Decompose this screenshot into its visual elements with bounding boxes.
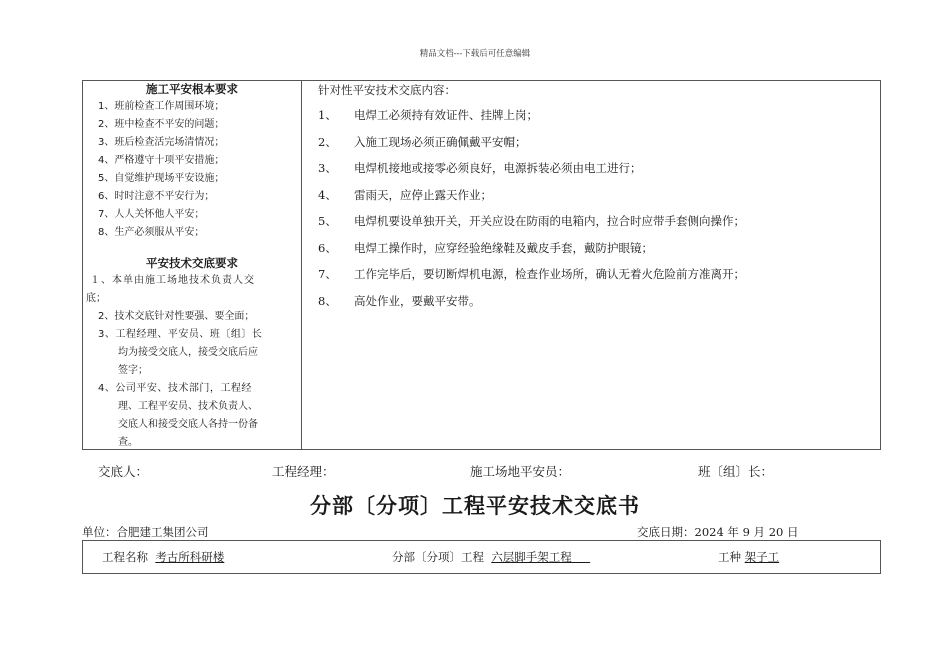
- basic-item: 1、班前检查工作周围环境；: [98, 101, 225, 112]
- tech-requirements-title: 平安技术交底要求: [146, 256, 238, 270]
- content-item: 1、 电焊工必须持有效证件、挂牌上岗；: [318, 108, 538, 122]
- disclosure-date: 交底日期：2024 年 9 月 20 日: [637, 525, 799, 539]
- tech-item-line: 查。: [118, 437, 138, 448]
- tech-item-line: 底；: [86, 293, 106, 304]
- discloser-label: 交底人：: [98, 464, 149, 479]
- trade-field: [718, 549, 779, 565]
- content-item: 7、 工作完毕后，要切断焊机电源，检查作业场所，确认无着火危险前方准离开；: [318, 267, 745, 281]
- basic-item: 5、自觉维护现场平安设施；: [98, 173, 225, 184]
- basic-item: 6、时时注意不平安行为；: [98, 191, 215, 202]
- project-name-label: 工程名称: [102, 550, 148, 564]
- content-item: 8、 高处作业，要戴平安带。: [318, 293, 481, 308]
- tech-item-line: 交底人和接受交底人各持一份备: [118, 419, 258, 430]
- header-note: 精品文档---下载后可任意编辑: [419, 49, 531, 59]
- unit-text: 单位：合肥建工集团公司: [82, 525, 209, 539]
- content-item: 3、 电焊机接地或接零必须良好，电源拆装必须由电工进行；: [318, 161, 642, 175]
- document-title: 分部〔分项〕工程平安技术交底书: [310, 494, 640, 518]
- tech-item-line: １、本单由施工场地技术负责人交: [90, 275, 255, 286]
- project-name-field: [102, 549, 224, 565]
- basic-item: 8、生产必须服从平安；: [98, 227, 205, 238]
- tech-item-line: 签字；: [118, 365, 148, 376]
- content-item: 5、 电焊机要设单独开关，开关应设在防雨的电箱内，拉合时应带手套侧向操作；: [318, 214, 745, 228]
- tech-item-line: 理、工程平安员、技术负责人、: [118, 401, 258, 412]
- project-name-value: 考古所科研楼: [155, 550, 225, 564]
- safety-officer-label: 施工场地平安员：: [470, 464, 571, 479]
- requirements-column: [84, 80, 300, 452]
- table-divider: [301, 80, 302, 450]
- basic-item: 7、人人关怀他人平安；: [98, 209, 205, 220]
- basic-requirements-title: 施工平安根本要求: [146, 82, 238, 96]
- sub-project-field: [392, 549, 590, 565]
- disclosure-content: [318, 80, 878, 314]
- basic-item: 4、严格遵守十项平安措施；: [98, 155, 225, 166]
- tech-item-line: 3、工程经理、平安员、班〔组〕长: [98, 329, 263, 340]
- tech-item-line: 4、公司平安、技术部门，工程经: [98, 383, 252, 394]
- trade-label: 工种: [718, 550, 741, 564]
- tech-item-line: 2、技术交底针对性要强、要全面；: [98, 311, 255, 322]
- signature-row: [0, 462, 950, 482]
- content-heading: 针对性平安技术交底内容：: [318, 83, 456, 97]
- content-item: 2、 入施工现场必须正确佩戴平安帽；: [318, 134, 527, 149]
- tech-item-line: 均为接受交底人，接受交底后应: [118, 347, 258, 358]
- content-item: 6、 电焊工操作时，应穿经验绝缘鞋及戴皮手套，戴防护眼镜；: [318, 240, 653, 255]
- basic-item: 2、班中检查不平安的问题；: [98, 119, 225, 130]
- project-manager-label: 工程经理：: [272, 464, 335, 479]
- sub-project-label: 分部〔分项〕工程: [392, 550, 484, 564]
- content-item: 4、 雷雨天，应停止露天作业；: [318, 187, 492, 202]
- basic-item: 3、班后检查活完场清情况；: [98, 137, 225, 148]
- team-leader-label: 班〔组〕长：: [698, 464, 774, 479]
- trade-value: 架子工: [744, 550, 780, 564]
- sub-project-value: 六层脚手架工程: [491, 550, 572, 564]
